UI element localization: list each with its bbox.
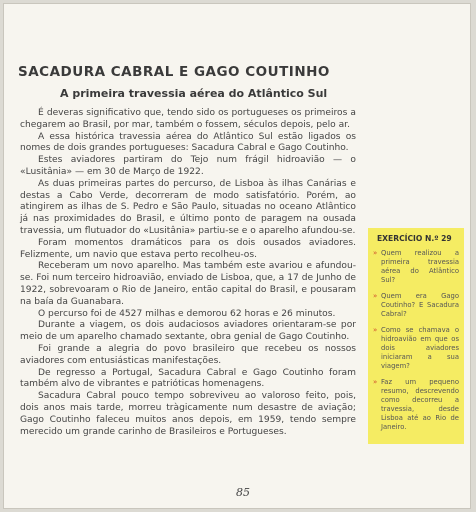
bullet-icon: » [373,326,378,334]
paragraph: Sacadura Cabral pouco tempo sobreviveu ao valoroso feito, pois, dois anos mais tarde, morreu tràgicamente num desastre de aviação; Gago Coutinho faleceu muitos anos depois, em 1959, tendo sempre merecido um grande carinho de Brasileiros e Portugueses. [20,391,356,437]
paragraph: A essa histórica travessia aérea do Atlântico Sul estão ligados os nomes de dois grandes portugueses: Sacadura Cabral e Gago Coutinho. [20,131,356,154]
paragraph: É deveras significativo que, tendo sido os portugueses os primeiros a chegarem ao Brasil, por mar, também o fossem, séculos depois, pelo ar. [20,108,356,130]
paragraph: Foi grande a alegria do povo brasileiro que recebeu os nossos aviadores com entusiásticas manifestações. [20,343,356,366]
paragraph: De regresso a Portugal, Sacadura Cabral e Gago Coutinho foram também alvo de vibrantes e patrióticas homenagens. [20,367,356,390]
question-text: Quem realizou a primeira travessia aérea do Atlântico Sul? [381,249,459,284]
exercise-title: EXERCÍCIO N.º 29 [377,234,452,243]
page-number: 85 [236,486,250,499]
exercise-box [368,228,464,444]
question-text: Quem era Gago Coutinho? E Sacadura Cabral? [381,292,459,318]
paragraph: Durante a viagem, os dois audaciosos aviadores orientaram-se por meio de um aparelho chamado sextante, obra genial de Gago Coutinho. [20,320,356,343]
exercise-question [373,249,459,285]
bullet-icon: » [373,292,378,300]
question-text: Como se chamava o hidroavião em que os dois aviadores iniciaram a sua viagem? [381,326,459,370]
paragraph: O percurso foi de 4527 milhas e demorou 62 horas e 26 minutos. [38,308,336,319]
exercise-question [373,326,459,371]
paragraph: Estes aviadores partiram do Tejo num frágil hidroavião — o «Lusitânia» — em 30 de Março de 1922. [20,155,356,177]
paragraph: Foram momentos dramáticos para os dois ousados aviadores. Felizmente, um navio que estava perto recolheu-os. [20,237,356,260]
page-title: SACADURA CABRAL E GAGO COUTINHO [18,64,330,80]
paragraph: As duas primeiras partes do percurso, de Lisboa às ilhas Canárias e destas a Cabo Verde, decorreram de modo satisfatório. Porém, ao atingirem as ilhas de S. Pedro e São Paulo, situadas no oceano Atlântico já nas proximidades do Brasil, e último ponto de paragem na ousada travessia, um flutuador do «Lusitânia» partiu-se e o aparelho afundou-se. [20,178,356,236]
page-subtitle: A primeira travessia aérea do Atlântico Sul [60,87,328,100]
paragraph: Receberam um novo aparelho. Mas também este avariou e afundou-se. Foi num terceiro hidroavião, enviado de Lisboa, que, a 17 de Junho de 1922, sobrevoaram o Rio de Janeiro, então capital do Brasil, e pousaram na baía da Guanabara. [20,261,356,307]
article-body [20,108,356,438]
exercise-question [373,292,459,319]
book-page [4,4,470,508]
question-text: Faz um pequeno resumo, descrevendo como decorreu a travessia, desde Lisboa até ao Rio de Janeiro. [381,378,459,431]
bullet-icon: » [373,249,378,257]
exercise-question [373,378,459,432]
bullet-icon: » [373,378,378,386]
